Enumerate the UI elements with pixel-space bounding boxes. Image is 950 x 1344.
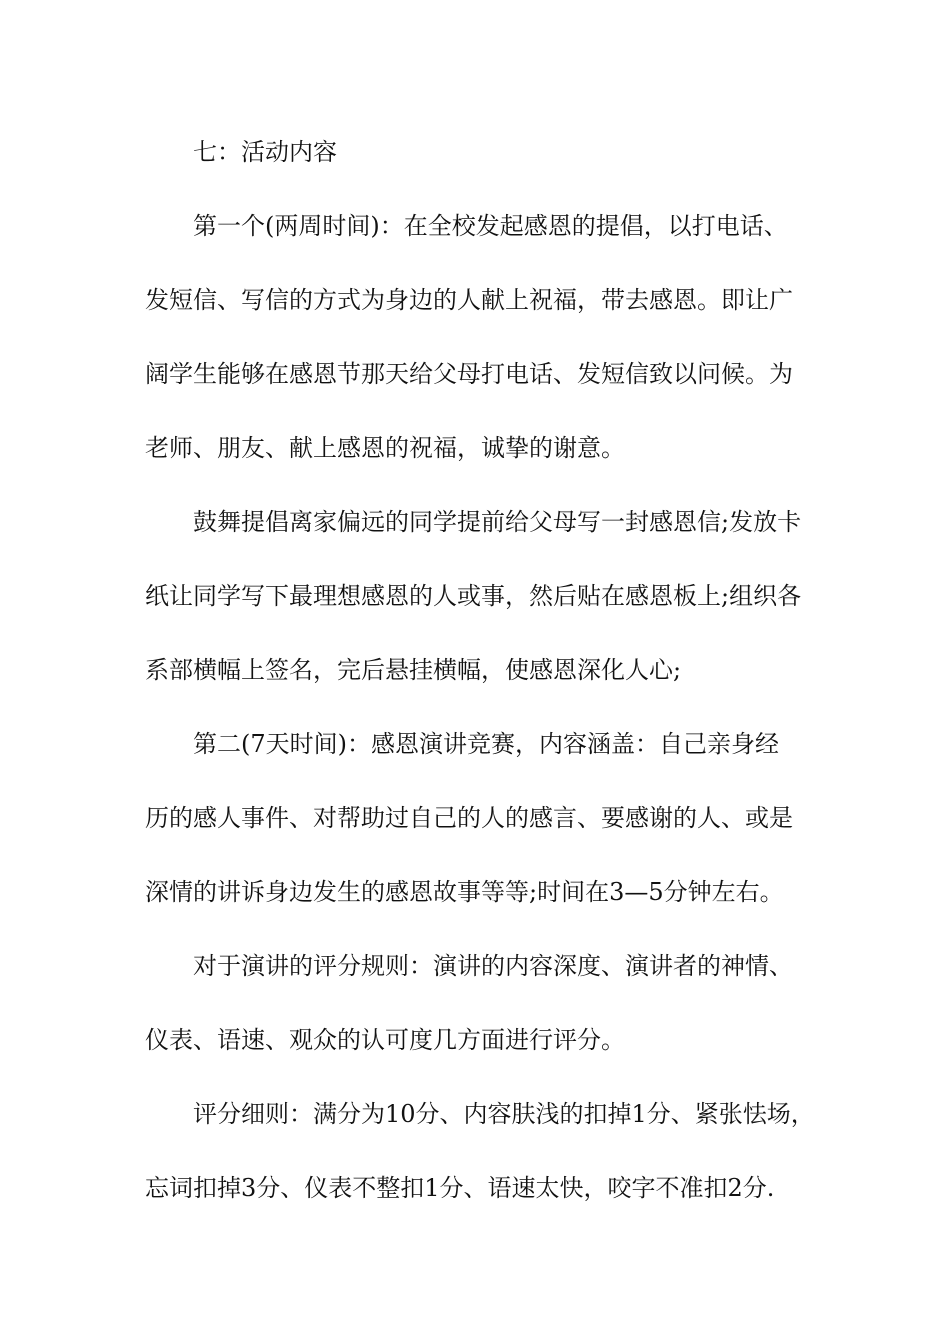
- paragraph-line: 阔学生能够在感恩节那天给父母打电话、发短信致以问候。为: [145, 360, 793, 388]
- paragraph-line: 深情的讲诉身边发生的感恩故事等等;时间在3—5分钟左右。: [145, 878, 784, 906]
- paragraph-line: 第一个(两周时间)：在全校发起感恩的提倡，以打电话、: [193, 212, 788, 240]
- paragraph-line: 老师、朋友、献上感恩的祝福，诚挚的谢意。: [145, 434, 625, 462]
- paragraph-line: 忘词扣掉3分、仪表不整扣1分、语速太快，咬字不准扣2分.: [145, 1174, 775, 1202]
- paragraph-line: 仪表、语速、观众的认可度几方面进行评分。: [145, 1026, 625, 1054]
- paragraph-line: 发短信、写信的方式为身边的人献上祝福，带去感恩。即让广: [145, 286, 793, 314]
- paragraph-line: 对于演讲的评分规则：演讲的内容深度、演讲者的神情、: [193, 952, 793, 980]
- paragraph-line: 纸让同学写下最理想感恩的人或事，然后贴在感恩板上;组织各: [145, 582, 802, 610]
- paragraph-line: 鼓舞提倡离家偏远的同学提前给父母写一封感恩信;发放卡: [193, 508, 802, 536]
- paragraph-line: 第二(7天时间)：感恩演讲竞赛，内容涵盖：自己亲身经: [193, 730, 779, 758]
- section-heading: 七：活动内容: [193, 138, 337, 166]
- paragraph-line: 系部横幅上签名，完后悬挂横幅，使感恩深化人心;: [145, 656, 682, 684]
- paragraph-line: 历的感人事件、对帮助过自己的人的感言、要感谢的人、或是: [145, 804, 793, 832]
- paragraph-line: 评分细则：满分为10分、内容肤浅的扣掉1分、紧张怯场，: [193, 1100, 815, 1128]
